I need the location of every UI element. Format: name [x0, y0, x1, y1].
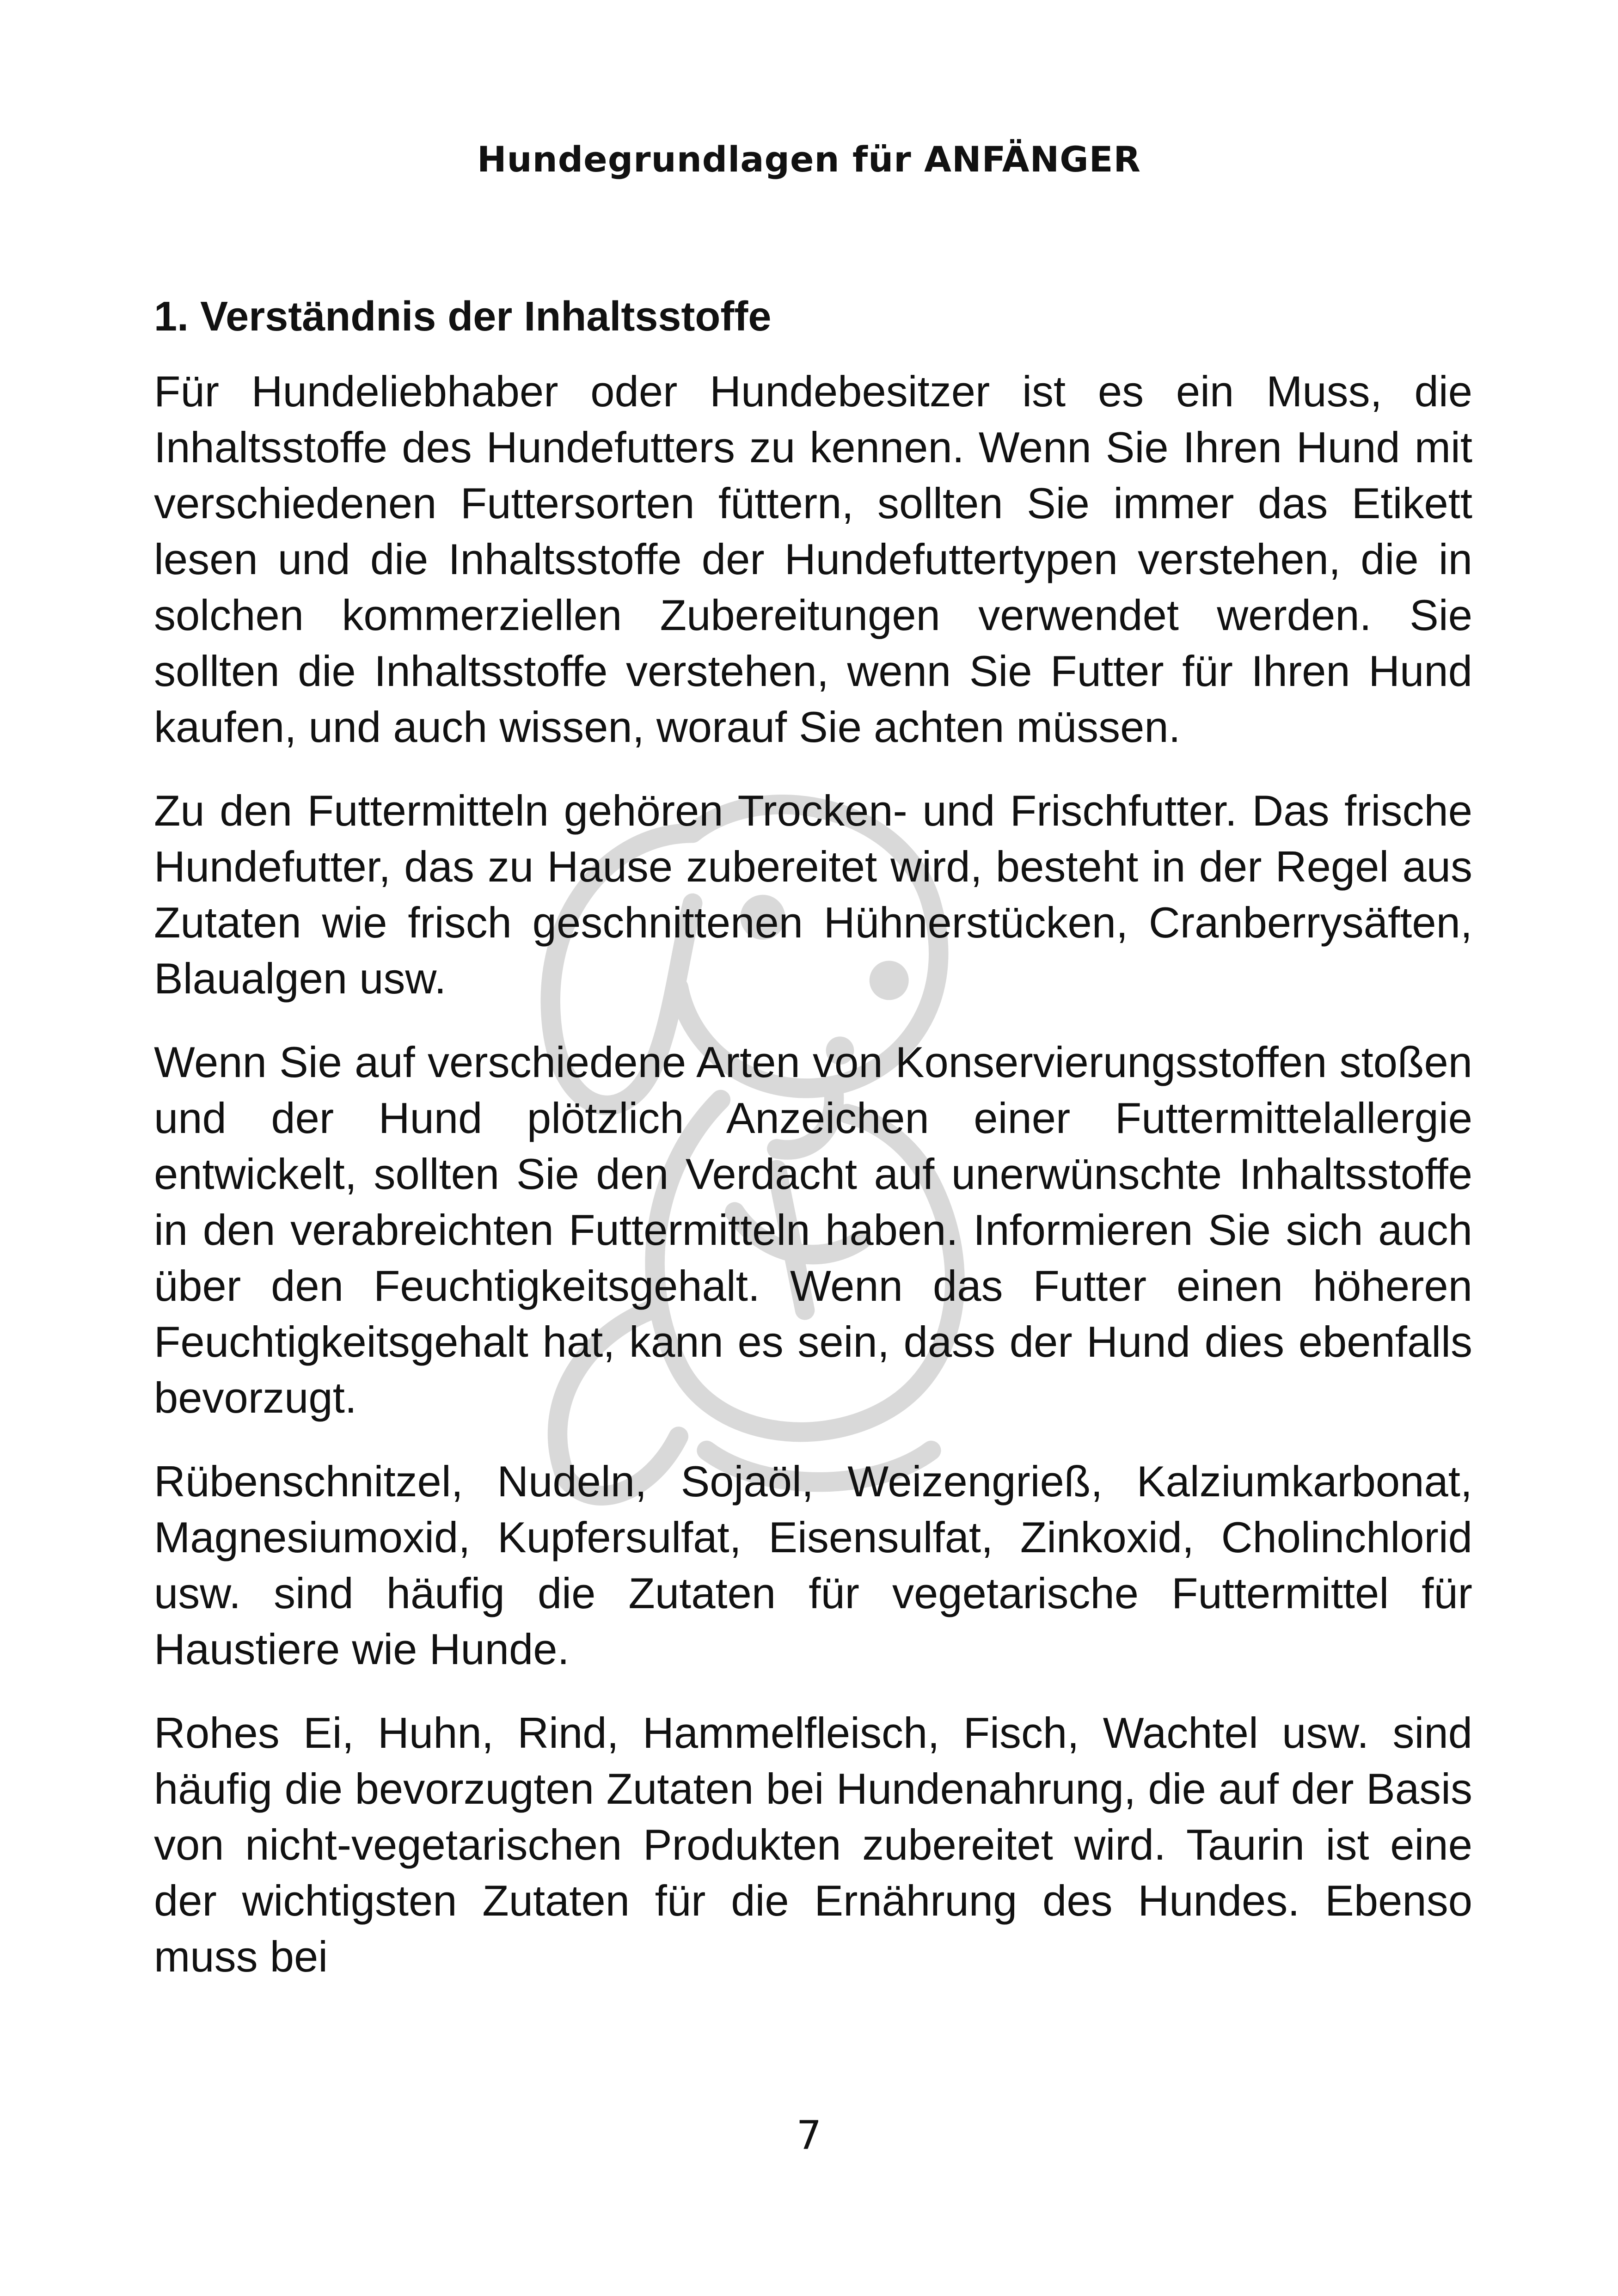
paragraph-2: Zu den Futtermitteln gehören Trocken- und Frischfutter. Das frische Hundefutter, das zu Hause zubereitet wird, besteht in der Regel aus Zutaten wie frisch geschnittenen Hühnerstücken, Cranberrysäften, Blaualgen usw. [154, 786, 1472, 1003]
paragraph-4: Rübenschnitzel, Nudeln, Sojaöl, Weizengrieß, Kalziumkarbonat, Magnesiumoxid, Kupfersulfat, Eisensulfat, Zinkoxid, Cholinchlorid usw. sind häufig die Zutaten für vegetarische Futtermittel für Haustiere wie Hunde. [154, 1457, 1472, 1673]
section-heading: 1. Verständnis der Inhaltsstoffe [154, 294, 772, 340]
page-number: 7 [796, 2112, 822, 2159]
running-header: Hundegrundlagen für ANFÄNGER [477, 139, 1141, 180]
paragraph-1: Für Hundeliebhaber oder Hundebesitzer ist es ein Muss, die Inhaltsstoffe des Hundefutters zu kennen. Wenn Sie Ihren Hund mit verschiedenen Futtersorten füttern, sollten Sie immer das Etikett lesen und die Inhaltsstoffe der Hundefuttertypen verstehen, die in solchen kommerziellen Zubereitungen verwendet werden. Sie sollten die Inhaltsstoffe verstehen, wenn Sie Futter für Ihren Hund kaufen, und auch wissen, worauf Sie achten müssen. [154, 367, 1472, 751]
chapter-content [154, 289, 1472, 2012]
paragraph-3: Wenn Sie auf verschiedene Arten von Konservierungsstoffen stoßen und der Hund plötzlich Anzeichen einer Futtermittelallergie entwickelt, sollten Sie den Verdacht auf unerwünschte Inhaltsstoffe in den verabreichten Futtermitteln haben. Informieren Sie sich auch über den Feuchtigkeitsgehalt. Wenn das Futter einen höheren Feuchtigkeitsgehalt hat, kann es sein, dass der Hund dies ebenfalls bevorzugt. [154, 1038, 1472, 1422]
paragraph-5: Rohes Ei, Huhn, Rind, Hammelfleisch, Fisch, Wachtel usw. sind häufig die bevorzugten Zutaten bei Hundenahrung, die auf der Basis von nicht-vegetarischen Produkten zubereitet wird. Taurin ist eine der wichtigsten Zutaten für die Ernährung des Hundes. Ebenso muss bei [154, 1708, 1472, 1981]
